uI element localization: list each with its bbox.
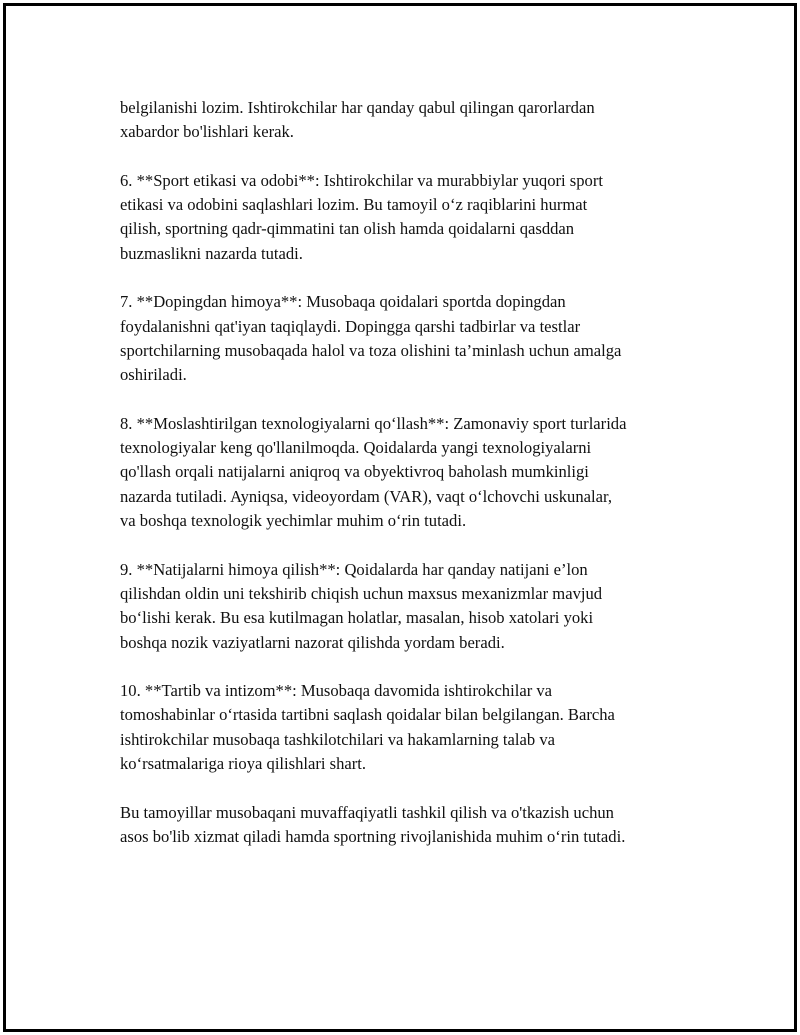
- text-line: foydalanishni qat'iyan taqiqlaydi. Dopingga qarshi tadbirlar va testlar: [120, 316, 581, 336]
- page-frame: [3, 3, 797, 1032]
- paragraph-continuation: [120, 96, 700, 145]
- text-line: asos bo'lib xizmat qiladi hamda sportning rivojlanishida muhim o‘rin tutadi.: [120, 826, 626, 846]
- paragraph-order-discipline: [120, 679, 700, 776]
- text-line: boshqa nozik vaziyatlarni nazorat qilishda yordam beradi.: [120, 632, 505, 652]
- text-line: tomoshabinlar o‘rtasida tartibni saqlash qoidalar bilan belgilangan. Barcha: [120, 705, 615, 725]
- text-line: texnologiyalar keng qo'llanilmoqda. Qoidalarda yangi texnologiyalarni: [120, 438, 592, 458]
- text-line: 7. **Dopingdan himoya**: Musobaqa qoidalari sportda dopingdan: [120, 292, 566, 312]
- text-line: ishtirokchilar musobaqa tashkilotchilari va hakamlarning talab va: [120, 729, 555, 749]
- text-line: va boshqa texnologik yechimlar muhim o‘rin tutadi.: [120, 511, 467, 531]
- text-line: 10. **Tartib va intizom**: Musobaqa davomida ishtirokchilar va: [120, 681, 553, 701]
- text-line: qo'llash orqali natijalarni aniqroq va obyektivroq baholash mumkinligi: [120, 462, 589, 482]
- text-line: 9. **Natijalarni himoya qilish**: Qoidalarda har qanday natijani e’lon: [120, 559, 588, 579]
- paragraph-conclusion: [120, 801, 700, 850]
- text-line: nazarda tutiladi. Ayniqsa, videoyordam (VAR), vaqt o‘lchovchi uskunalar,: [120, 486, 612, 506]
- text-line: 6. **Sport etikasi va odobi**: Ishtirokchilar va murabbiylar yuqori sport: [120, 170, 603, 190]
- text-line: sportchilarning musobaqada halol va toza olishini ta’minlash uchun amalga: [120, 340, 622, 360]
- paragraph-doping-protection: [120, 290, 700, 387]
- text-line: qilishdan oldin uni tekshirib chiqish uchun maxsus mexanizmlar mavjud: [120, 583, 603, 603]
- text-line: xabardor bo'lishlari kerak.: [120, 122, 294, 142]
- text-line: Bu tamoyillar musobaqani muvaffaqiyatli tashkil qilish va o'tkazish uchun: [120, 802, 614, 822]
- text-line: bo‘lishi kerak. Bu esa kutilmagan holatlar, masalan, hisob xatolari yoki: [120, 608, 594, 628]
- paragraph-sport-ethics: [120, 169, 700, 266]
- text-line: qilish, sportning qadr-qimmatini tan olish hamda qoidalarni qasddan: [120, 219, 575, 239]
- text-line: buzmaslikni nazarda tutadi.: [120, 243, 303, 263]
- document-body: [120, 96, 700, 874]
- text-line: ko‘rsatmalariga rioya qilishlari shart.: [120, 754, 367, 774]
- text-line: belgilanishi lozim. Ishtirokchilar har qanday qabul qilingan qarorlardan: [120, 98, 595, 117]
- paragraph-technology: [120, 412, 700, 533]
- text-line: etikasi va odobini saqlashlari lozim. Bu tamoyil o‘z raqiblarini hurmat: [120, 195, 588, 215]
- paragraph-results-protection: [120, 558, 700, 655]
- text-line: oshiriladi.: [120, 365, 187, 385]
- text-line: 8. **Moslashtirilgan texnologiyalarni qo‘llash**: Zamonaviy sport turlarida: [120, 413, 627, 433]
